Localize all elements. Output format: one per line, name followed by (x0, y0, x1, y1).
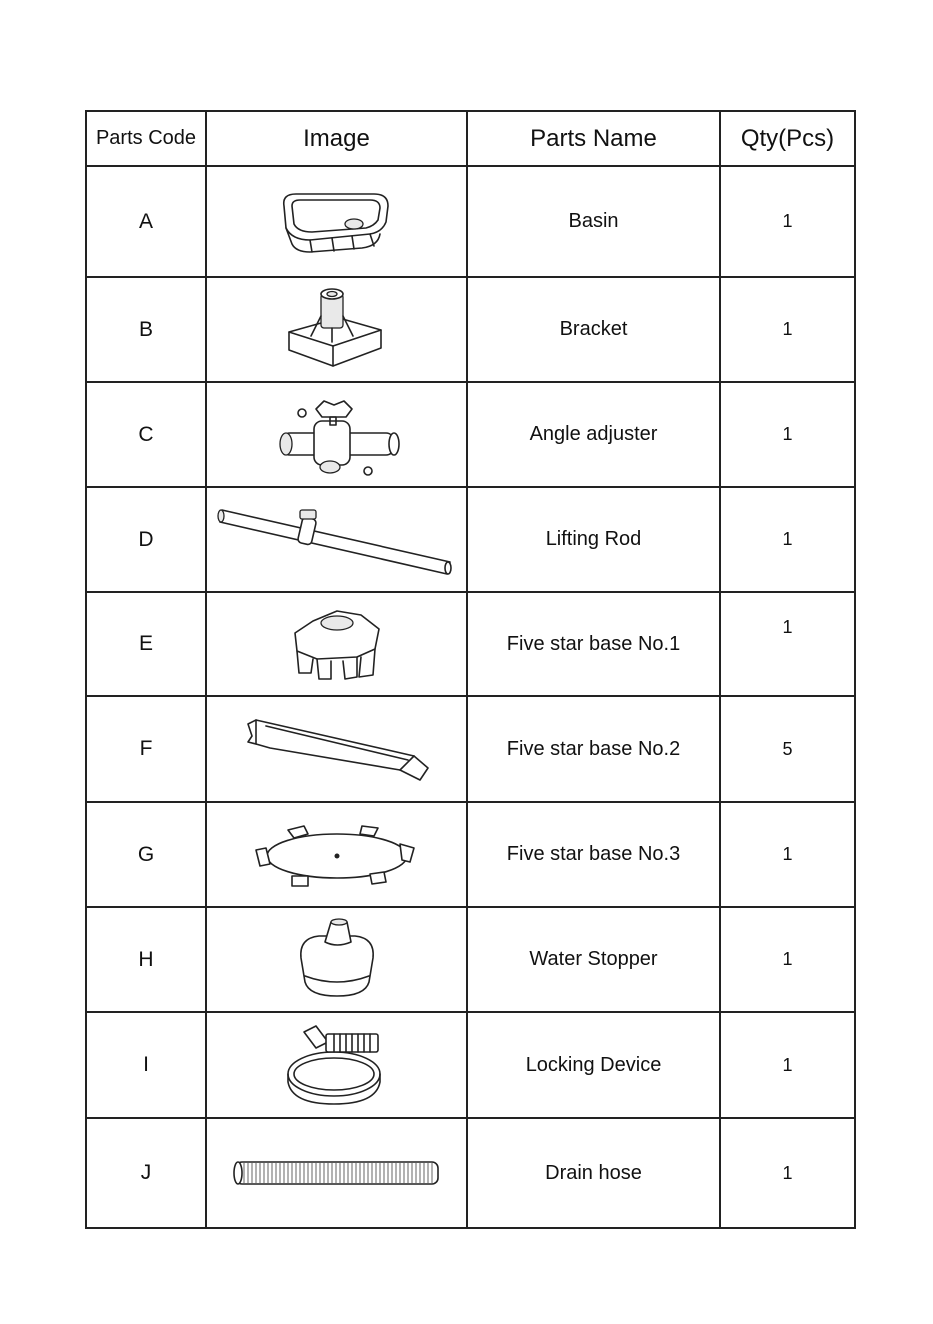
table-row (86, 592, 855, 696)
table-row (86, 166, 855, 277)
part-qty: 1 (720, 802, 855, 907)
header-qty: Qty(Pcs) (720, 111, 855, 166)
part-code: B (86, 277, 206, 382)
five-star-base-hub-icon (287, 599, 387, 689)
part-code: C (86, 382, 206, 487)
table-row (86, 277, 855, 382)
table-row (86, 382, 855, 487)
part-name: Five star base No.3 (467, 802, 720, 907)
part-qty: 1 (720, 277, 855, 382)
five-star-base-leg-icon (242, 714, 432, 784)
header-image: Image (206, 111, 467, 166)
part-code: F (86, 696, 206, 802)
part-code: E (86, 592, 206, 696)
part-qty: 1 (720, 382, 855, 487)
part-name: Five star base No.2 (467, 696, 720, 802)
water-stopper-icon (289, 916, 385, 1004)
part-name: Lifting Rod (467, 487, 720, 592)
table-row (86, 696, 855, 802)
header-parts-code: Parts Code (86, 111, 206, 166)
angle-adjuster-icon (272, 387, 402, 483)
table-row (86, 1012, 855, 1118)
hose-clamp-icon (282, 1022, 392, 1108)
part-code: J (86, 1118, 206, 1228)
part-code: G (86, 802, 206, 907)
table-row (86, 802, 855, 907)
parts-list-table (85, 110, 856, 1229)
part-qty: 1 (720, 1012, 855, 1118)
part-qty: 1 (720, 166, 855, 277)
part-name: Bracket (467, 277, 720, 382)
part-qty: 1 (720, 907, 855, 1012)
part-qty: 1 (720, 592, 855, 696)
drain-hose-icon (232, 1158, 442, 1188)
part-qty: 1 (720, 487, 855, 592)
lifting-rod-icon (214, 500, 460, 580)
table-header-row (86, 111, 855, 166)
five-star-base-plate-icon (252, 820, 422, 890)
part-name: Water Stopper (467, 907, 720, 1012)
part-code: H (86, 907, 206, 1012)
part-name: Basin (467, 166, 720, 277)
part-name: Angle adjuster (467, 382, 720, 487)
part-qty: 5 (720, 696, 855, 802)
table-row (86, 487, 855, 592)
bracket-icon (277, 284, 397, 376)
part-name: Five star base No.1 (467, 592, 720, 696)
part-code: A (86, 166, 206, 277)
table-row (86, 907, 855, 1012)
table-row (86, 1118, 855, 1228)
part-name: Drain hose (467, 1118, 720, 1228)
header-parts-name: Parts Name (467, 111, 720, 166)
basin-icon (262, 182, 412, 262)
part-code: D (86, 487, 206, 592)
part-qty: 1 (720, 1118, 855, 1228)
part-name: Locking Device (467, 1012, 720, 1118)
part-code: I (86, 1012, 206, 1118)
